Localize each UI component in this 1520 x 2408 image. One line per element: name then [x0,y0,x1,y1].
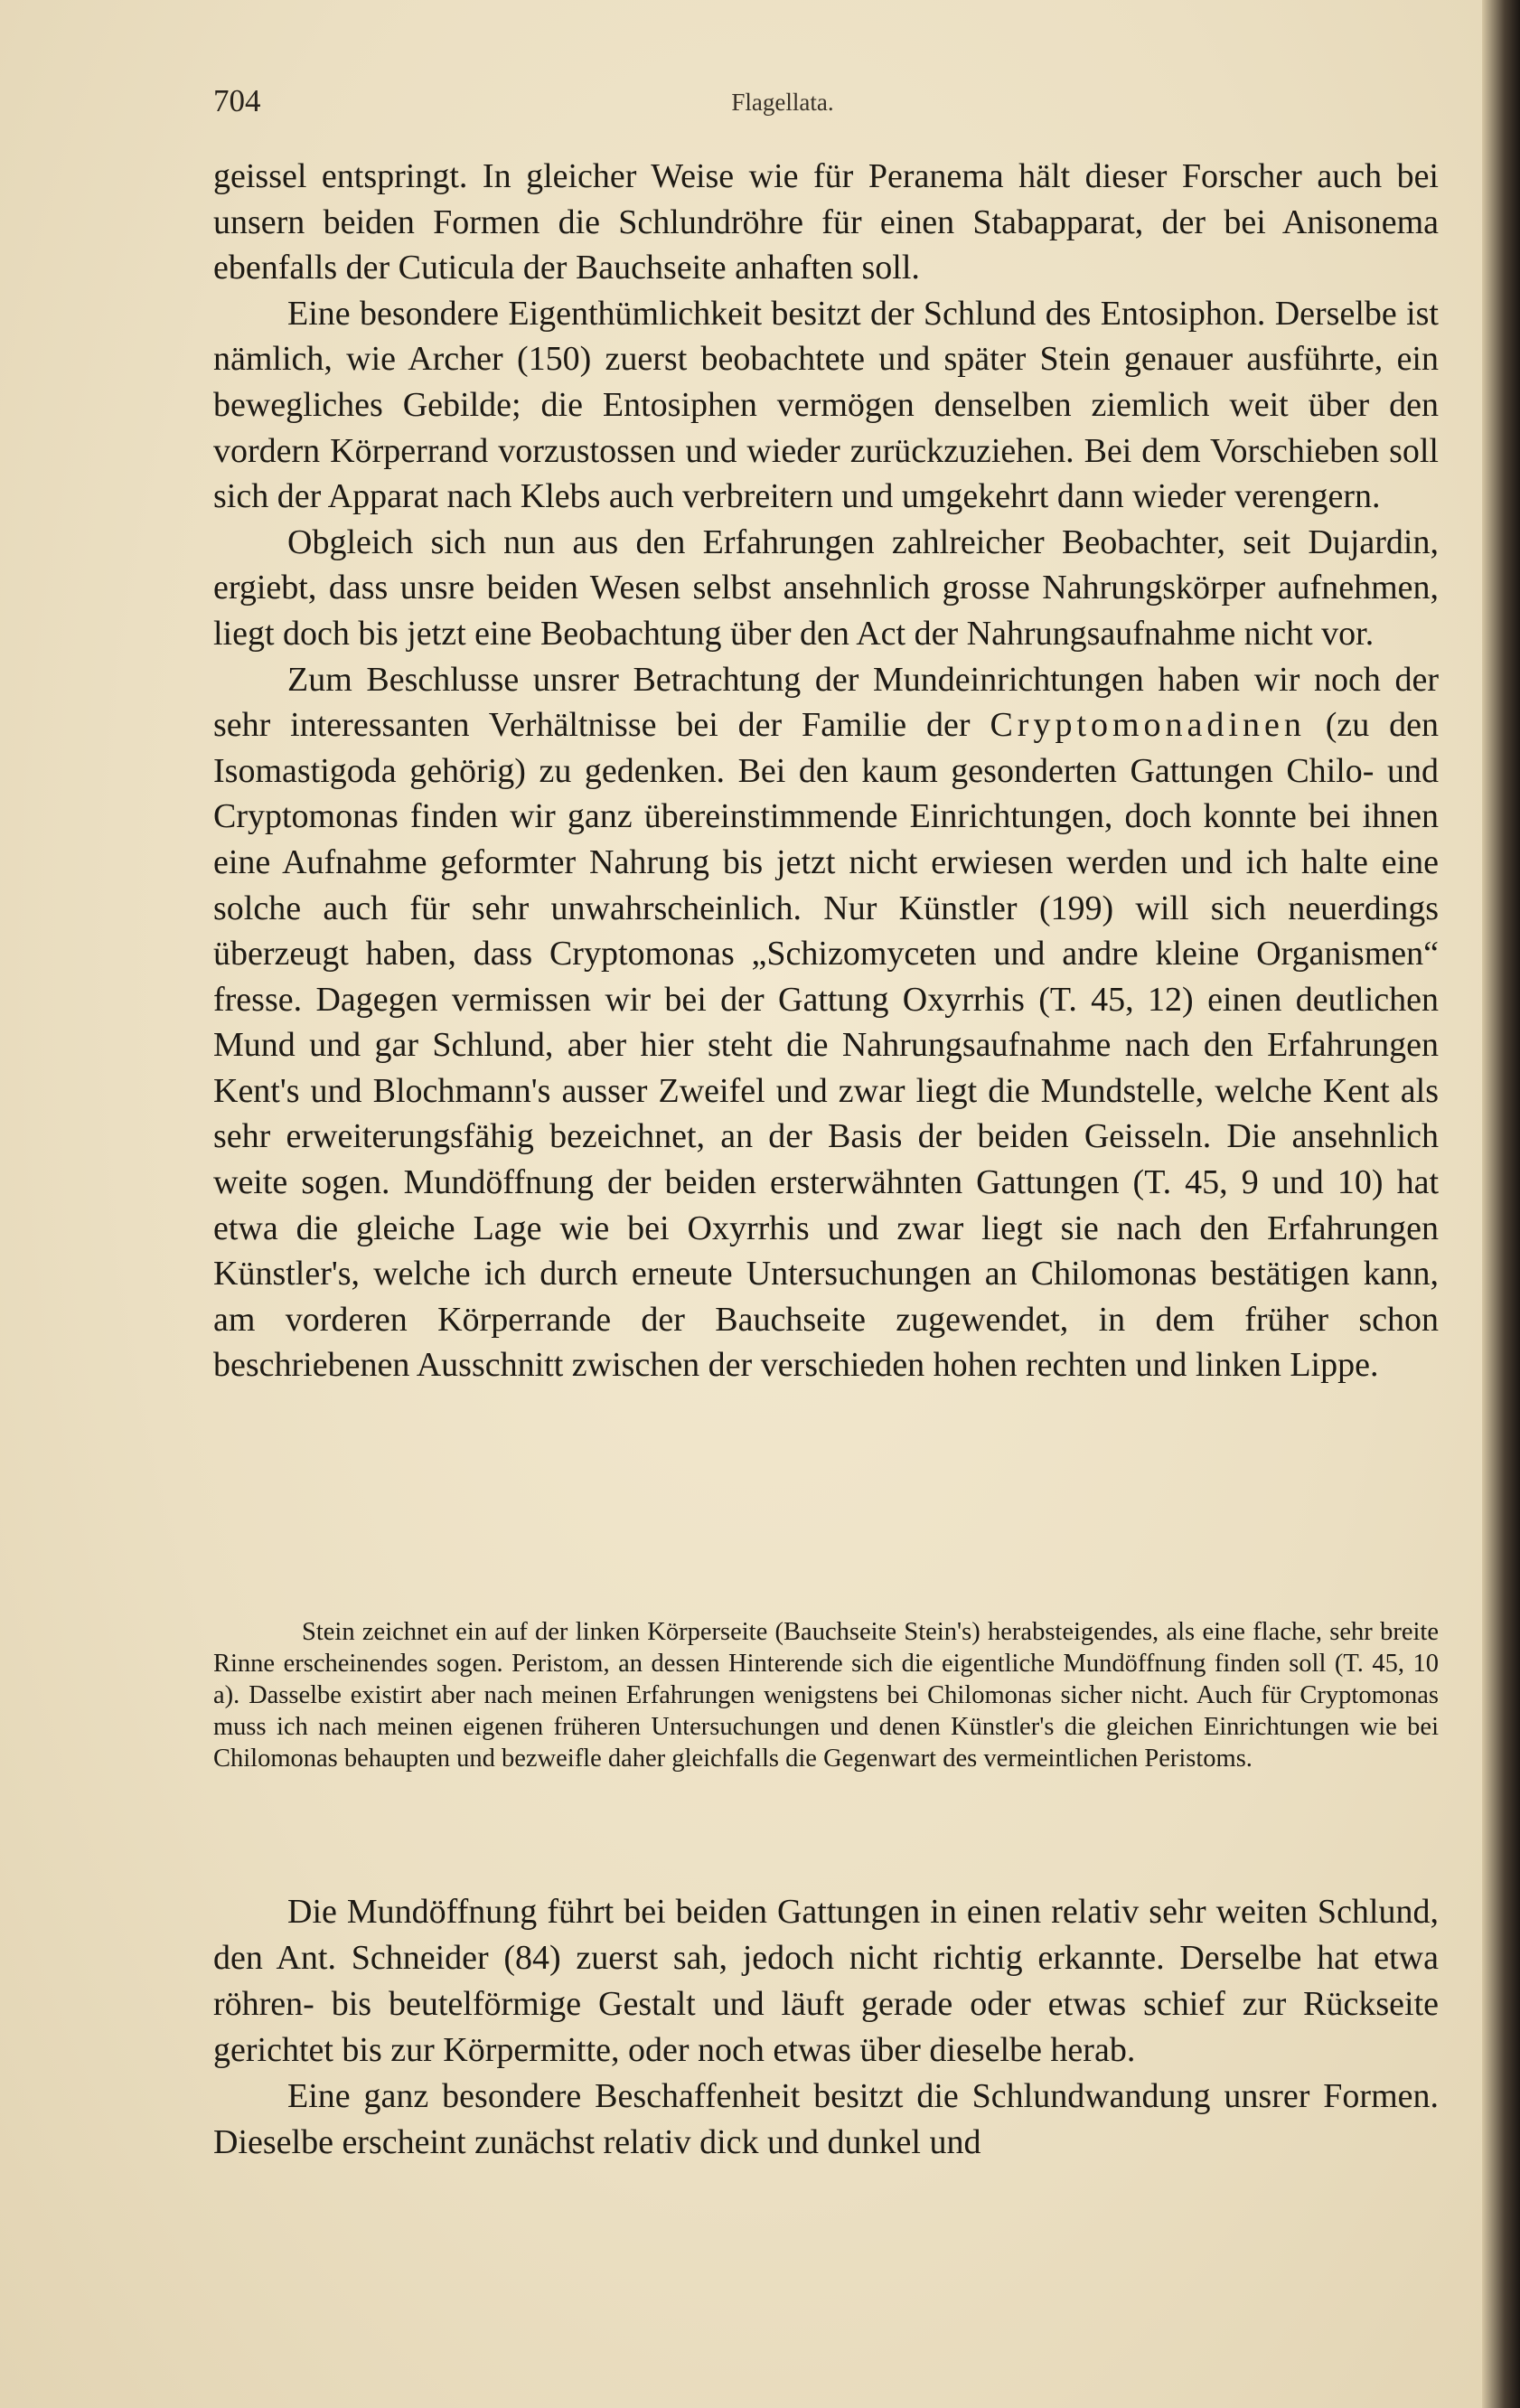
book-binding-edge [1482,0,1520,2408]
footnote [213,1616,1439,1774]
paragraph-6: Eine ganz besondere Beschaffenheit besitzt die Schlundwandung unsrer Formen. Dieselbe erscheint zunächst relativ dick und dunkel und [213,2077,1439,2161]
paragraph-3 [213,520,1439,657]
main-text-continued [213,1889,1439,2166]
paragraph-2 [213,291,1439,520]
paragraph-4 [213,657,1439,1389]
paragraph-text: Obgleich sich nun aus den Erfahrungen zahlreicher Beobachter, seit Dujardin, ergiebt, dass unsre beiden Wesen selbst ansehnlich grosse Nahrungskörper aufnehmen, liegt doch bis jetzt eine Beobachtung über den Act der Nahrungsaufnahme nicht vor. [213,522,1439,653]
main-text [213,154,1439,1388]
running-head: Flagellata. [731,89,834,116]
page-header [213,83,1442,128]
paragraph-text: Zum Beschlusse unsrer Betrachtung der Mundeinrichtungen haben wir noch der sehr interessanten Verhältnisse bei der Familie der [213,660,1439,745]
paragraph-text: Eine besondere Eigenthümlichkeit besitzt der Schlund des Entosiphon. Derselbe ist nämlich, wie Archer (150) zuerst beobachtete und später Stein genauer ausführte, ein bewegliches Gebilde; die Entosiphen vermögen denselben ziemlich weit über den vordern Körperrand vorzustossen und wieder zurückzuziehen. Bei dem Vorschieben soll sich der Apparat nach Klebs auch verbreitern und umgekehrt dann wieder verengern. [213,294,1439,516]
paragraph-text: geissel entspringt. In gleicher Weise wie für Peranema hält dieser Forscher auch bei unsern beiden Formen die Schlundröhre für einen Stabapparat, der bei Anisonema ebenfalls der Cuticula der Bauchseite anhaften soll. [213,157,1439,287]
page-number: 704 [213,83,261,118]
footnote-text: Stein zeichnet ein auf der linken Körperseite (Bauchseite Stein's) herabsteigendes, als eine flache, sehr breite Rinne erscheinendes sogen. Peristom, an dessen Hinterende sich die eigentliche Mundöffnung finden soll (T. 45, 10 a). Dasselbe existirt aber nach meinen Erfahrungen wenigstens bei Chilomonas sicher nicht. Auch für Cryptomonas muss ich nach meinen eigenen früheren Untersuchungen und denen Künstler's die gleichen Einrichtungen wie bei Chilomonas behaupten und bezweifle daher gleichfalls die Gegenwart des vermeintlichen Peristoms. [213,1618,1439,1773]
paragraph-text: (zu den Isomastigoda gehörig) zu gedenken. Bei den kaum gesonderten Gattungen Chilo- und Cryptomonas finden wir ganz übereinstimmende Einrichtungen, doch konnte bei ihnen eine Aufnahme geformter Nahrung bis jetzt nicht erwiesen werden und ich halte eine solche auch für sehr unwahrscheinlich. Nur Künstler (199) will sich neuerdings überzeugt haben, dass Cryptomonas „Schizomyceten und andre kleine Organismen“ fresse. Dagegen vermissen wir bei der Gattung Oxyrrhis (T. 45, 12) einen deutlichen Mund und gar Schlund, aber hier steht die Nahrungsaufnahme nach den Erfahrungen Kent's und Blochmann's ausser Zweifel und zwar liegt die Mundstelle, welche Kent als sehr erweiterungsfähig bezeichnet, an der Basis der beiden Geisseln. Die ansehnlich weite sogen. Mundöffnung der beiden ersterwähnten Gattungen (T. 45, 9 und 10) hat etwa die gleiche Lage wie bei Oxyrrhis und zwar liegt sie nach den Erfahrungen Künstler's, welche ich durch erneute Untersuchungen an Chilomonas bestätigen kann, am vorderen Körperrande der Bauchseite zugewendet, in dem früher schon beschriebenen Ausschnitt zwischen der verschieden hohen rechten und linken Lippe. [213,706,1439,1385]
paragraph-1 [213,154,1439,291]
spaced-term: Cryptomonadinen [990,706,1306,745]
paragraph-5: Die Mundöffnung führt bei beiden Gattungen in einen relativ sehr weiten Schlund, den Ant. Schneider (84) zuerst sah, jedoch nicht richtig erkannte. Derselbe hat etwa röhren- bis beutelförmige Gestalt und läuft gerade oder etwas schief zur Rückseite gerichtet bis zur Körpermitte, oder noch etwas über dieselbe herab. [213,1893,1439,2069]
